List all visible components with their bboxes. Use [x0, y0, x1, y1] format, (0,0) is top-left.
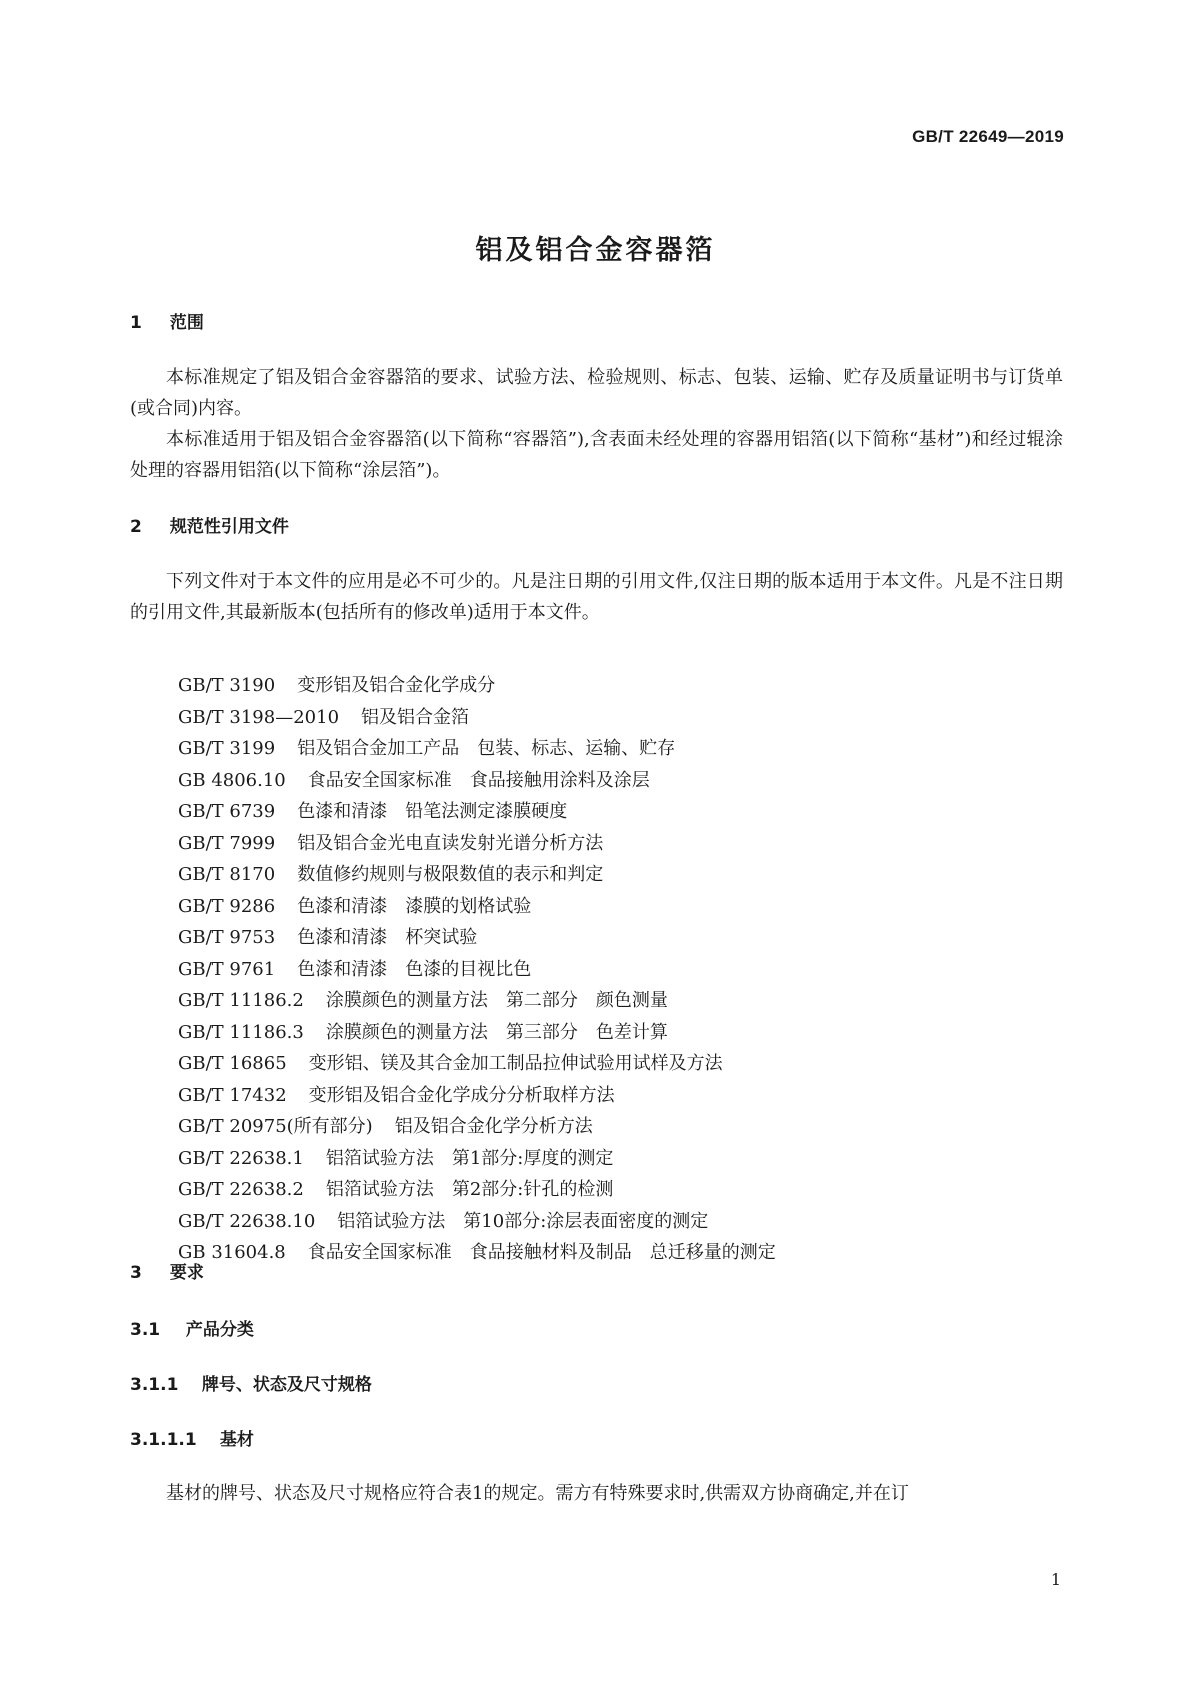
- reference-code: GB/T 20975(所有部分): [178, 1116, 373, 1137]
- reference-code: GB/T 11186.2: [178, 990, 304, 1011]
- reference-code: GB/T 22638.2: [178, 1179, 304, 1200]
- section-2-heading: [130, 512, 289, 537]
- reference-title: 变形铝及铝合金化学成分: [297, 675, 496, 696]
- reference-title: 铝及铝合金光电直读发射光谱分析方法: [297, 832, 604, 854]
- section-title: 基材: [219, 1430, 254, 1450]
- section-number: 3.1.1: [130, 1375, 179, 1395]
- section-title: 规范性引用文件: [169, 517, 289, 537]
- reference-title: 色漆和清漆 漆膜的划格试验: [297, 895, 532, 917]
- reference-code: GB/T 3199: [178, 738, 276, 759]
- reference-code: GB/T 16865: [178, 1053, 287, 1074]
- reference-code: GB/T 8170: [178, 864, 276, 885]
- reference-item: [178, 859, 776, 891]
- reference-item: [178, 733, 776, 765]
- reference-item: [178, 985, 776, 1017]
- reference-title: 铝及铝合金化学分析方法: [394, 1116, 593, 1137]
- reference-code: GB/T 9753: [178, 927, 276, 948]
- reference-code: GB 4806.10: [178, 769, 286, 791]
- reference-item: [178, 891, 776, 923]
- section-3-1-heading: [130, 1315, 254, 1340]
- reference-item: [178, 1017, 776, 1049]
- section-1-heading: [130, 308, 204, 333]
- reference-title: 铝箔试验方法 第10部分:涂层表面密度的测定: [337, 1210, 709, 1232]
- reference-title: 色漆和清漆 色漆的目视比色: [297, 958, 532, 980]
- section-number: 3: [130, 1263, 142, 1283]
- reference-title: 铝及铝合金加工产品 包装、标志、运输、贮存: [297, 738, 676, 759]
- standard-code: GB/T 22649—2019: [912, 127, 1064, 146]
- section-number: 3.1.1.1: [130, 1430, 197, 1450]
- document-title: 铝及铝合金容器箔: [475, 235, 716, 266]
- reference-code: GB/T 17432: [178, 1084, 287, 1106]
- reference-code: GB/T 3190: [178, 675, 276, 696]
- section-3-1-1-1-heading: [130, 1425, 254, 1450]
- section-title: 范围: [169, 313, 204, 333]
- page-number: 1: [1050, 1570, 1061, 1589]
- reference-item: [178, 954, 776, 986]
- section-title: 要求: [169, 1263, 204, 1283]
- reference-title: 食品安全国家标准 食品接触材料及制品 总迁移量的测定: [307, 1242, 776, 1263]
- reference-code: GB/T 9286: [178, 895, 276, 917]
- reference-title: 涂膜颜色的测量方法 第二部分 颜色测量: [325, 990, 668, 1011]
- reference-item: [178, 1237, 776, 1269]
- reference-title: 铝箔试验方法 第1部分:厚度的测定: [325, 1147, 614, 1169]
- reference-title: 色漆和清漆 杯突试验: [297, 927, 478, 948]
- reference-code: GB/T 3198—2010: [178, 706, 340, 728]
- reference-item: [178, 828, 776, 860]
- reference-item: [178, 1206, 776, 1238]
- scope-paragraph-2: 本标准适用于铝及铝合金容器箔(以下简称“容器箔”),含表面未经处理的容器用铝箔(以下简称“基材”)和经过辊涂处理的容器用铝箔(以下简称“涂层箔”)。: [130, 429, 1063, 481]
- reference-item: [178, 1111, 776, 1143]
- section-number: 2: [130, 517, 142, 537]
- section-3-1-1-heading: [130, 1370, 372, 1395]
- reference-title: 数值修约规则与极限数值的表示和判定: [297, 864, 604, 885]
- reference-code: GB/T 22638.1: [178, 1147, 304, 1169]
- reference-item: [178, 1048, 776, 1080]
- reference-title: 食品安全国家标准 食品接触用涂料及涂层: [307, 769, 650, 791]
- reference-item: [178, 765, 776, 797]
- base-material-paragraph: 基材的牌号、状态及尺寸规格应符合表1的规定。需方有特殊要求时,供需双方协商确定,并在订: [166, 1483, 909, 1504]
- references-intro: 下列文件对于本文件的应用是必不可少的。凡是注日期的引用文件,仅注日期的版本适用于本文件。凡是不注日期的引用文件,其最新版本(包括所有的修改单)适用于本文件。: [130, 571, 1063, 623]
- scope-paragraph-1: 本标准规定了铝及铝合金容器箔的要求、试验方法、检验规则、标志、包装、运输、贮存及质量证明书与订货单(或合同)内容。: [130, 367, 1063, 419]
- reference-item: [178, 796, 776, 828]
- reference-title: 铝箔试验方法 第2部分:针孔的检测: [325, 1179, 614, 1200]
- reference-code: GB/T 6739: [178, 801, 276, 822]
- reference-item: [178, 922, 776, 954]
- reference-list: [178, 670, 776, 1269]
- section-title: 牌号、状态及尺寸规格: [201, 1375, 372, 1395]
- reference-item: [178, 1143, 776, 1175]
- reference-code: GB/T 9761: [178, 958, 276, 980]
- section-number: 3.1: [130, 1320, 161, 1340]
- reference-code: GB 31604.8: [178, 1242, 286, 1263]
- reference-code: GB/T 22638.10: [178, 1210, 316, 1232]
- reference-title: 变形铝及铝合金化学成分分析取样方法: [308, 1084, 615, 1106]
- section-title: 产品分类: [185, 1320, 254, 1340]
- reference-item: [178, 1080, 776, 1112]
- reference-title: 变形铝、镁及其合金加工制品拉伸试验用试样及方法: [308, 1053, 723, 1074]
- reference-title: 色漆和清漆 铅笔法测定漆膜硬度: [297, 801, 568, 822]
- reference-item: [178, 702, 776, 734]
- reference-item: [178, 1174, 776, 1206]
- reference-title: 铝及铝合金箔: [361, 706, 470, 728]
- reference-item: [178, 670, 776, 702]
- section-number: 1: [130, 313, 142, 333]
- reference-code: GB/T 11186.3: [178, 1021, 304, 1043]
- reference-title: 涂膜颜色的测量方法 第三部分 色差计算: [325, 1021, 668, 1043]
- section-3-heading: [130, 1258, 204, 1283]
- reference-code: GB/T 7999: [178, 832, 276, 854]
